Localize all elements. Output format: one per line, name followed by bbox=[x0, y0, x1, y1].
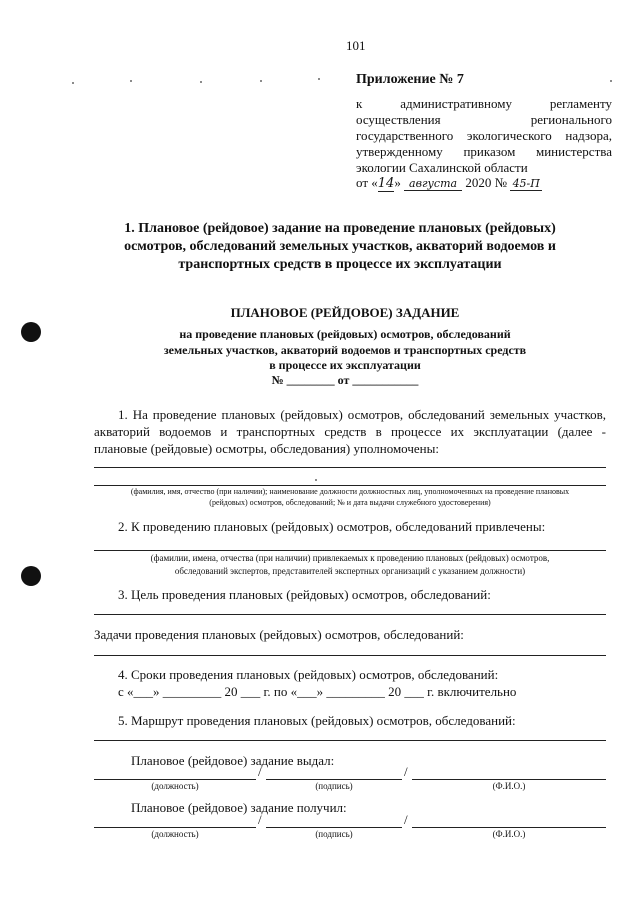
name-line bbox=[412, 827, 606, 828]
date-year: 2020 № bbox=[465, 175, 507, 190]
item4-dates: с «___» _________ 20 ___ г. по «___» _________ 20 ___ г. включительно bbox=[118, 684, 517, 699]
appendix-line-5: экологии Сахалинской области bbox=[356, 160, 528, 175]
page-number: 101 bbox=[346, 38, 366, 53]
section-title-line-2: осмотров, обследований земельных участков, акваторий водоемов и bbox=[124, 239, 556, 254]
received-label: Плановое (рейдовое) задание получил: bbox=[131, 800, 347, 815]
position-line bbox=[94, 827, 256, 828]
appendix-line-2: осуществления регионального bbox=[356, 112, 612, 127]
item3-tasks: Задачи проведения плановых (рейдовых) осмотров, обследований: bbox=[94, 627, 464, 642]
item2-text: 2. К проведению плановых (рейдовых) осмотров, обследований привлечены: bbox=[118, 519, 546, 534]
appendix-title: Приложение № 7 bbox=[356, 72, 464, 87]
item1-hint-line-1: (фамилия, имя, отчество (при наличии); наименование должности должностных лиц, уполномоченных на проведение плановых bbox=[130, 487, 570, 496]
form-number-line: № ________ от ___________ bbox=[271, 373, 419, 387]
received-name-caption: (Ф.И.О.) bbox=[492, 829, 526, 839]
appendix-line-3: государственного экологического надзора, bbox=[356, 128, 612, 143]
item1-line-2: акваторий водоемов и транспортных средств в процессе их эксплуатации (далее - bbox=[94, 424, 606, 439]
scan-speck bbox=[610, 80, 612, 82]
item2-hint-line-2: обследований экспертов, представителей экспертных организаций с указанием должности) bbox=[174, 566, 526, 576]
form-subtitle-line-2: земельных участков, акваторий водоемов и транспортных средств bbox=[163, 343, 527, 357]
item4-text: 4. Сроки проведения плановых (рейдовых) осмотров, обследований: bbox=[118, 667, 499, 682]
scan-speck bbox=[200, 81, 202, 83]
scan-speck bbox=[318, 78, 320, 80]
issued-name-caption: (Ф.И.О.) bbox=[492, 781, 526, 791]
date-day: 14 bbox=[377, 176, 395, 191]
name-line bbox=[412, 779, 606, 780]
date-number: 45-П bbox=[510, 177, 542, 191]
fill-line bbox=[94, 740, 606, 741]
appendix-line-4: утвержденному приказом министерства bbox=[356, 144, 612, 159]
signature-line bbox=[266, 779, 402, 780]
item1-hint-line-2: (рейдовых) осмотров, обследований; № и дата выдачи служебного удостоверения) bbox=[209, 498, 491, 507]
fill-line bbox=[94, 655, 606, 656]
form-subtitle-line-1: на проведение плановых (рейдовых) осмотров, обследований bbox=[179, 327, 511, 341]
fill-line bbox=[94, 614, 606, 615]
signature-line bbox=[266, 827, 402, 828]
received-signature-caption: (подпись) bbox=[315, 829, 353, 839]
item3-text: 3. Цель проведения плановых (рейдовых) осмотров, обследований: bbox=[118, 587, 491, 602]
item5-text: 5. Маршрут проведения плановых (рейдовых) осмотров, обследований: bbox=[118, 713, 516, 728]
date-prefix: от « bbox=[356, 175, 378, 190]
section-title-line-1: 1. Плановое (рейдовое) задание на проведение плановых (рейдовых) bbox=[124, 221, 556, 236]
item2-hint-line-1: (фамилии, имена, отчества (при наличии) привлекаемых к проведению плановых (рейдовых) осмотров, bbox=[150, 553, 550, 563]
punch-hole-bottom bbox=[21, 566, 41, 586]
slash: / bbox=[258, 812, 262, 827]
section-title-line-3: транспортных средств в процессе их эксплуатации bbox=[178, 257, 502, 272]
punch-hole-top bbox=[21, 322, 41, 342]
form-title: ПЛАНОВОЕ (РЕЙДОВОЕ) ЗАДАНИЕ bbox=[230, 305, 460, 320]
item1-line-3: плановые (рейдовые) осмотры, обследования) уполномочены: bbox=[94, 441, 439, 456]
slash: / bbox=[404, 812, 408, 827]
slash: / bbox=[258, 764, 262, 779]
issued-label: Плановое (рейдовое) задание выдал: bbox=[131, 753, 335, 768]
issued-signature-caption: (подпись) bbox=[315, 781, 353, 791]
form-subtitle-line-3: в процессе их эксплуатации bbox=[269, 358, 421, 372]
item1-line-1: 1. На проведение плановых (рейдовых) осмотров, обследований земельных участков, bbox=[118, 407, 606, 422]
appendix-date bbox=[356, 175, 542, 192]
date-sep: » bbox=[394, 175, 401, 190]
position-line bbox=[94, 779, 256, 780]
scan-speck bbox=[315, 479, 317, 481]
scan-speck bbox=[72, 82, 74, 84]
scan-speck bbox=[260, 80, 262, 82]
slash: / bbox=[404, 764, 408, 779]
scan-speck bbox=[130, 80, 132, 82]
date-month: августа bbox=[404, 177, 462, 191]
fill-line bbox=[94, 550, 606, 551]
fill-line bbox=[94, 485, 606, 486]
issued-position-caption: (должность) bbox=[151, 781, 199, 791]
received-position-caption: (должность) bbox=[151, 829, 199, 839]
appendix-line-1: к административному регламенту bbox=[356, 96, 612, 111]
fill-line bbox=[94, 467, 606, 468]
